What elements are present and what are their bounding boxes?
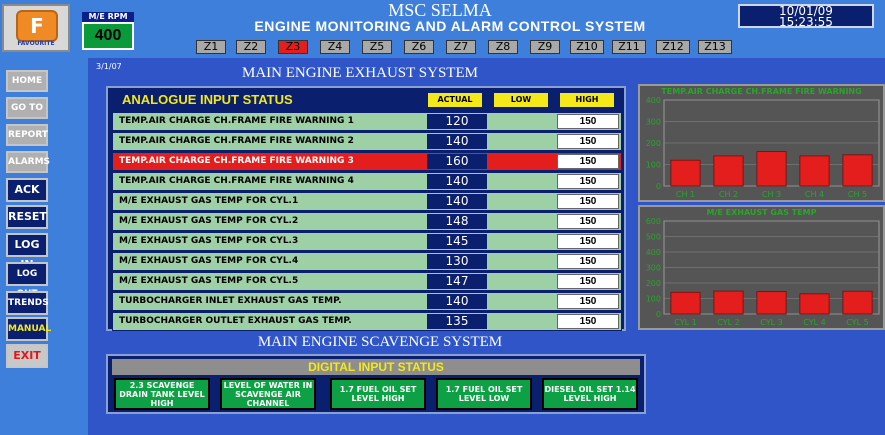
rpm-display — [82, 22, 134, 50]
table-row[interactable] — [112, 232, 622, 251]
actual-value: 120 — [427, 114, 487, 129]
bar — [843, 291, 872, 314]
digital-label: 1.7 FUEL OIL SET LEVEL HIGH — [339, 385, 417, 403]
zone-tab-z6[interactable]: Z6 — [404, 40, 434, 54]
y-tick-label: 300 — [645, 263, 661, 273]
x-tick-label: CH 3 — [761, 190, 782, 199]
digital-input-panel — [106, 354, 646, 414]
x-tick-label: CYL 1 — [674, 318, 697, 327]
rpm-value: 400 — [94, 27, 122, 44]
zone-tab-z4[interactable]: Z4 — [320, 40, 350, 54]
zone-tab-z10[interactable]: Z10 — [570, 40, 604, 54]
page-date: 3/1/07 — [96, 62, 122, 71]
bar — [800, 156, 829, 186]
actual-value: 140 — [427, 174, 487, 189]
favourite-label: FAVOURITE — [17, 40, 55, 47]
table-row[interactable] — [112, 272, 622, 291]
bar — [757, 152, 786, 186]
table-row[interactable] — [112, 212, 622, 231]
col-low-header: LOW — [494, 93, 548, 107]
y-tick-label: 400 — [645, 96, 661, 105]
digital-status-4[interactable] — [436, 378, 532, 410]
digital-label: DIESEL OIL SET 1.14 LEVEL HIGH — [544, 385, 636, 403]
high-limit-value[interactable]: 150 — [557, 194, 619, 209]
y-tick-label: 400 — [645, 248, 661, 257]
high-limit-value[interactable]: 150 — [557, 274, 619, 289]
air-charge-chart — [640, 96, 883, 200]
actual-value: 140 — [427, 134, 487, 149]
chart-panel-exhaust-gas — [638, 205, 885, 330]
high-limit-value[interactable]: 150 — [557, 314, 619, 329]
row-label: M/E EXHAUST GAS TEMP FOR CYL.4 — [119, 256, 299, 266]
chart-panel-air-charge — [638, 84, 885, 202]
table-row[interactable] — [112, 312, 622, 331]
chart-title: TEMP.AIR CHARGE CH.FRAME FIRE WARNING — [661, 87, 862, 96]
rpm-label: M/E RPM — [82, 12, 134, 22]
actual-value: 147 — [427, 274, 487, 289]
x-tick-label: CH 5 — [847, 190, 868, 199]
chart-title: M/E EXHAUST GAS TEMP — [706, 208, 817, 217]
x-tick-label: CYL 3 — [760, 318, 783, 327]
zone-tab-z11[interactable]: Z11 — [612, 40, 646, 54]
digital-status-5[interactable] — [542, 378, 638, 410]
row-label: M/E EXHAUST GAS TEMP FOR CYL.1 — [119, 196, 299, 206]
time-text: 15:23:55 — [779, 15, 833, 29]
zone-tab-z8[interactable]: Z8 — [488, 40, 518, 54]
digital-status-3[interactable] — [330, 378, 426, 410]
table-row[interactable] — [112, 252, 622, 271]
high-limit-value[interactable]: 150 — [557, 254, 619, 269]
actual-value: 140 — [427, 294, 487, 309]
exit-label: EXIT — [13, 349, 41, 362]
zone-tab-z3[interactable]: Z3 — [278, 40, 308, 54]
report-button[interactable]: REPORT — [6, 124, 48, 146]
home-button[interactable]: HOME — [6, 70, 48, 92]
zone-tab-z7[interactable]: Z7 — [446, 40, 476, 54]
col-actual-header: ACTUAL — [428, 93, 482, 107]
exhaust-system-title: MAIN ENGINE EXHAUST SYSTEM — [242, 65, 478, 81]
sidebar — [0, 58, 56, 435]
row-label: TURBOCHARGER OUTLET EXHAUST GAS TEMP. — [119, 316, 352, 326]
zone-tab-z12[interactable]: Z12 — [656, 40, 690, 54]
high-limit-value[interactable]: 150 — [557, 154, 619, 169]
date-text: 10/01/09 — [779, 4, 833, 18]
high-limit-value[interactable]: 150 — [557, 114, 619, 129]
table-row[interactable] — [112, 152, 622, 171]
manual-button[interactable]: MANUAL — [6, 317, 48, 341]
x-tick-label: CH 2 — [718, 190, 739, 199]
digital-status-2[interactable] — [220, 378, 316, 410]
bar — [714, 291, 743, 314]
table-row[interactable] — [112, 132, 622, 151]
y-tick-label: 300 — [645, 117, 661, 127]
digital-title: DIGITAL INPUT STATUS — [112, 359, 640, 375]
table-row[interactable] — [112, 172, 622, 191]
actual-value: 145 — [427, 234, 487, 249]
ack-button[interactable]: ACK — [6, 178, 48, 202]
bar — [714, 156, 743, 186]
alarms-button[interactable]: ALARMS — [6, 151, 48, 173]
y-tick-label: 0 — [655, 182, 661, 191]
digital-label: LEVEL OF WATER IN SCAVENGE AIR CHANNEL — [223, 380, 313, 408]
row-label: TEMP.AIR CHARGE CH.FRAME FIRE WARNING 3 — [119, 156, 354, 166]
high-limit-value[interactable]: 150 — [557, 134, 619, 149]
x-tick-label: CYL 2 — [717, 318, 740, 327]
login-button[interactable]: LOG — [6, 233, 48, 257]
zone-tab-z2[interactable]: Z2 — [236, 40, 266, 54]
reset-button[interactable]: RESET — [6, 205, 48, 229]
zone-tab-z9[interactable]: Z9 — [530, 40, 560, 54]
table-row[interactable] — [112, 292, 622, 311]
bar — [671, 292, 700, 314]
x-tick-label: CYL 5 — [846, 318, 869, 327]
y-tick-label: 0 — [655, 310, 661, 319]
high-limit-value[interactable]: 150 — [557, 294, 619, 309]
zone-tab-z5[interactable]: Z5 — [362, 40, 392, 54]
y-tick-label: 600 — [645, 217, 661, 226]
scavenge-system-title: MAIN ENGINE SCAVENGE SYSTEM — [257, 334, 503, 350]
ship-name: MSC SELMA — [388, 0, 492, 20]
digital-status-1[interactable] — [114, 378, 210, 410]
trends-button[interactable]: TRENDS — [6, 291, 48, 315]
x-tick-label: CYL 4 — [803, 318, 826, 327]
table-row[interactable] — [112, 112, 622, 131]
goto-button[interactable]: GO TO — [6, 97, 48, 119]
x-tick-label: CH 1 — [675, 190, 696, 199]
exhaust-gas-chart — [640, 217, 883, 328]
table-row[interactable] — [112, 192, 622, 211]
datetime-display — [738, 4, 874, 28]
row-label: TEMP.AIR CHARGE CH.FRAME FIRE WARNING 4 — [119, 176, 354, 186]
row-label: M/E EXHAUST GAS TEMP FOR CYL.5 — [119, 276, 299, 286]
actual-value: 160 — [427, 154, 487, 169]
y-tick-label: 500 — [645, 232, 661, 242]
analogue-title: ANALOGUE INPUT STATUS — [122, 92, 293, 107]
y-tick-label: 200 — [645, 139, 661, 148]
row-label: TURBOCHARGER INLET EXHAUST GAS TEMP. — [119, 296, 342, 306]
header — [0, 0, 885, 58]
system-title: ENGINE MONITORING AND ALARM CONTROL SYSTEM — [254, 18, 646, 34]
actual-value: 148 — [427, 214, 487, 229]
digital-label: 2.3 SCAVENGE DRAIN TANK LEVEL HIGH — [119, 380, 205, 408]
actual-value: 130 — [427, 254, 487, 269]
row-label: M/E EXHAUST GAS TEMP FOR CYL.3 — [119, 236, 299, 246]
row-label: TEMP.AIR CHARGE CH.FRAME FIRE WARNING 2 — [119, 136, 354, 146]
favourite-logo[interactable] — [2, 4, 70, 52]
y-tick-label: 100 — [645, 160, 661, 170]
analogue-input-panel — [106, 86, 626, 331]
row-label: M/E EXHAUST GAS TEMP FOR CYL.2 — [119, 216, 299, 226]
exit-button[interactable] — [6, 344, 48, 368]
bar — [800, 294, 829, 314]
bar — [843, 155, 872, 186]
digital-label: 1.7 FUEL OIL SET LEVEL LOW — [445, 385, 523, 403]
high-limit-value[interactable]: 150 — [557, 234, 619, 249]
actual-value: 135 — [427, 314, 487, 329]
logout-button[interactable]: LOG — [6, 262, 48, 286]
high-limit-value[interactable]: 150 — [557, 214, 619, 229]
y-tick-label: 100 — [645, 294, 661, 304]
y-tick-label: 200 — [645, 279, 661, 288]
analogue-header — [112, 90, 622, 110]
favourite-icon: F — [16, 10, 58, 42]
zone-tab-z13[interactable]: Z13 — [698, 40, 732, 54]
bar — [671, 160, 700, 186]
actual-value: 140 — [427, 194, 487, 209]
col-high-header: HIGH — [560, 93, 614, 107]
x-tick-label: CH 4 — [804, 190, 825, 199]
high-limit-value[interactable]: 150 — [557, 174, 619, 189]
zone-tab-z1[interactable]: Z1 — [196, 40, 226, 54]
row-label: TEMP.AIR CHARGE CH.FRAME FIRE WARNING 1 — [119, 116, 354, 126]
bar — [757, 292, 786, 314]
